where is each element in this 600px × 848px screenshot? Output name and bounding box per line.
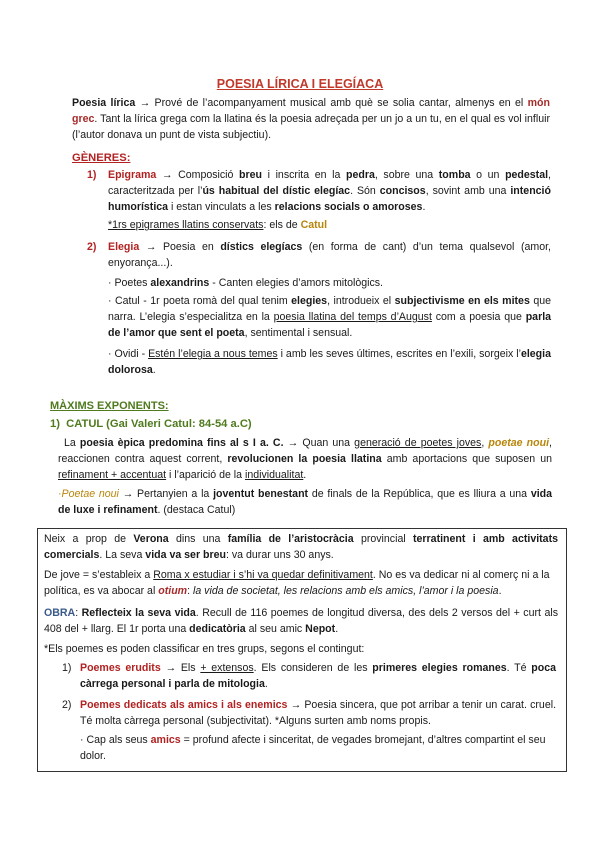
epigrama-paragraph: Epigrama → Composició breu i inscrita en la pedra, sobre una tomba o un pedestal, caracteritzada per l’ús habitual del dístic elegíac. Són concisos, sovint amb una intenció humorística i estan vinculats a les relacions socials o amoroses.: [108, 169, 551, 213]
group-2-number: 2): [62, 699, 72, 711]
generes-heading: GÈNERES:: [72, 152, 131, 164]
box-paragraph-youth: De jove = s’estableix a Roma x estudiar i s’hi va quedar definitivament. No es va dedicar ni al comerç ni a la política, es va abocar al otium: la vida de societat, les relacions amb els amics, l’amor i la poesia.: [44, 569, 550, 597]
exponents-heading: MÀXIMS EXPONENTS:: [50, 400, 169, 412]
intro-term: Poesia lírica: [72, 97, 136, 109]
group-2-sub-friends: · Cap als seus amics = profund afecte i sinceritat, de vegades bromejant, d’altres compartint el seu dolor.: [80, 734, 546, 762]
box-paragraph-obra: OBRA: Reflecteix la seva vida. Recull de 116 poemes de longitud diversa, des dels 2 versos del + curt als 408 del + llarg. El 1r porta una dedicatòria al seu amic Nepot.: [44, 607, 558, 635]
box-paragraph-groups: *Els poemes es poden classificar en tres grups, segons el contingut:: [44, 643, 365, 655]
catul-paragraph-1: La poesia èpica predomina fins al s I a. C. → Quan una generació de poetes joves, poetae noui, reaccionen contra aquest corrent, revolucionen la poesia llatina amb aportacions que suposen un refinament + accentuat i l’aparició de la individualitat.: [58, 437, 552, 481]
elegia-sub-ovidi: · Ovidi - Estén l’elegia a nous temes i amb les seves últimes, escrites en l’exili, sorgeix l’elegia dolorosa.: [108, 348, 551, 376]
box-paragraph-birth: Neix a prop de Verona dins una família de l’aristocràcia provincial terratinent i amb activitats comercials. La seva vida va ser breu: va durar uns 30 anys.: [44, 533, 558, 561]
catul-heading: 1) CATUL (Gai Valeri Catul: 84-54 a.C): [50, 418, 252, 430]
elegia-sub-catul: · Catul - 1r poeta romà del qual tenim elegies, introdueix el subjectivisme en els mites que narra. L’elegia s’especialitza en la poesia llatina del temps d’August com a poesia que parla de l’amor que sent el poeta, sentimental i sensual.: [108, 295, 552, 339]
group-1-number: 1): [62, 662, 72, 674]
page-title: POESIA LÍRICA I ELEGÍACA: [216, 77, 384, 91]
elegia-sub-alexandrins: · Poetes alexandrins - Canten elegies d’amors mitològics.: [108, 277, 383, 289]
group-1-paragraph: Poemes erudits → Els + extensos. Els consideren de les primeres elegies romanes. Té poca càrrega personal i parla de mitologia.: [80, 662, 557, 690]
epigrama-term: Epigrama: [108, 169, 157, 181]
intro-paragraph: Poesia lírica → Prové de l’acompanyament musical amb què se solia cantar, almenys en el món grec. Tant la lírica grega com la llatina és la poesia adreçada per un jo a un tu, en el qual es vol influir (l’autor donava un punt de vista subjectiu).: [72, 97, 550, 141]
elegia-term: Elegia: [108, 241, 140, 253]
epigrama-number: 1): [87, 169, 97, 181]
elegia-paragraph: Elegia → Poesia en dístics elegíacs (en forma de cant) d’un tema qualsevol (amor, enyorança...).: [108, 241, 551, 269]
group-2-paragraph: Poemes dedicats als amics i als enemics → Poesia sincera, que pot arribar a tenir un carat. cruel. Té molta càrrega personal (subjectivitat). *Alguns surten amb noms propis.: [80, 699, 557, 727]
elegia-number: 2): [87, 241, 97, 253]
epigrama-note: *1rs epigrames llatins conservats: els de Catul: [108, 219, 328, 231]
poetae-noui-paragraph: ·Poetae noui → Pertanyien a la joventut benestant de finals de la República, que es lliura a una vida de luxe i refinament. (destaca Catul): [58, 488, 553, 516]
intro-highlight: món grec: [72, 97, 550, 125]
